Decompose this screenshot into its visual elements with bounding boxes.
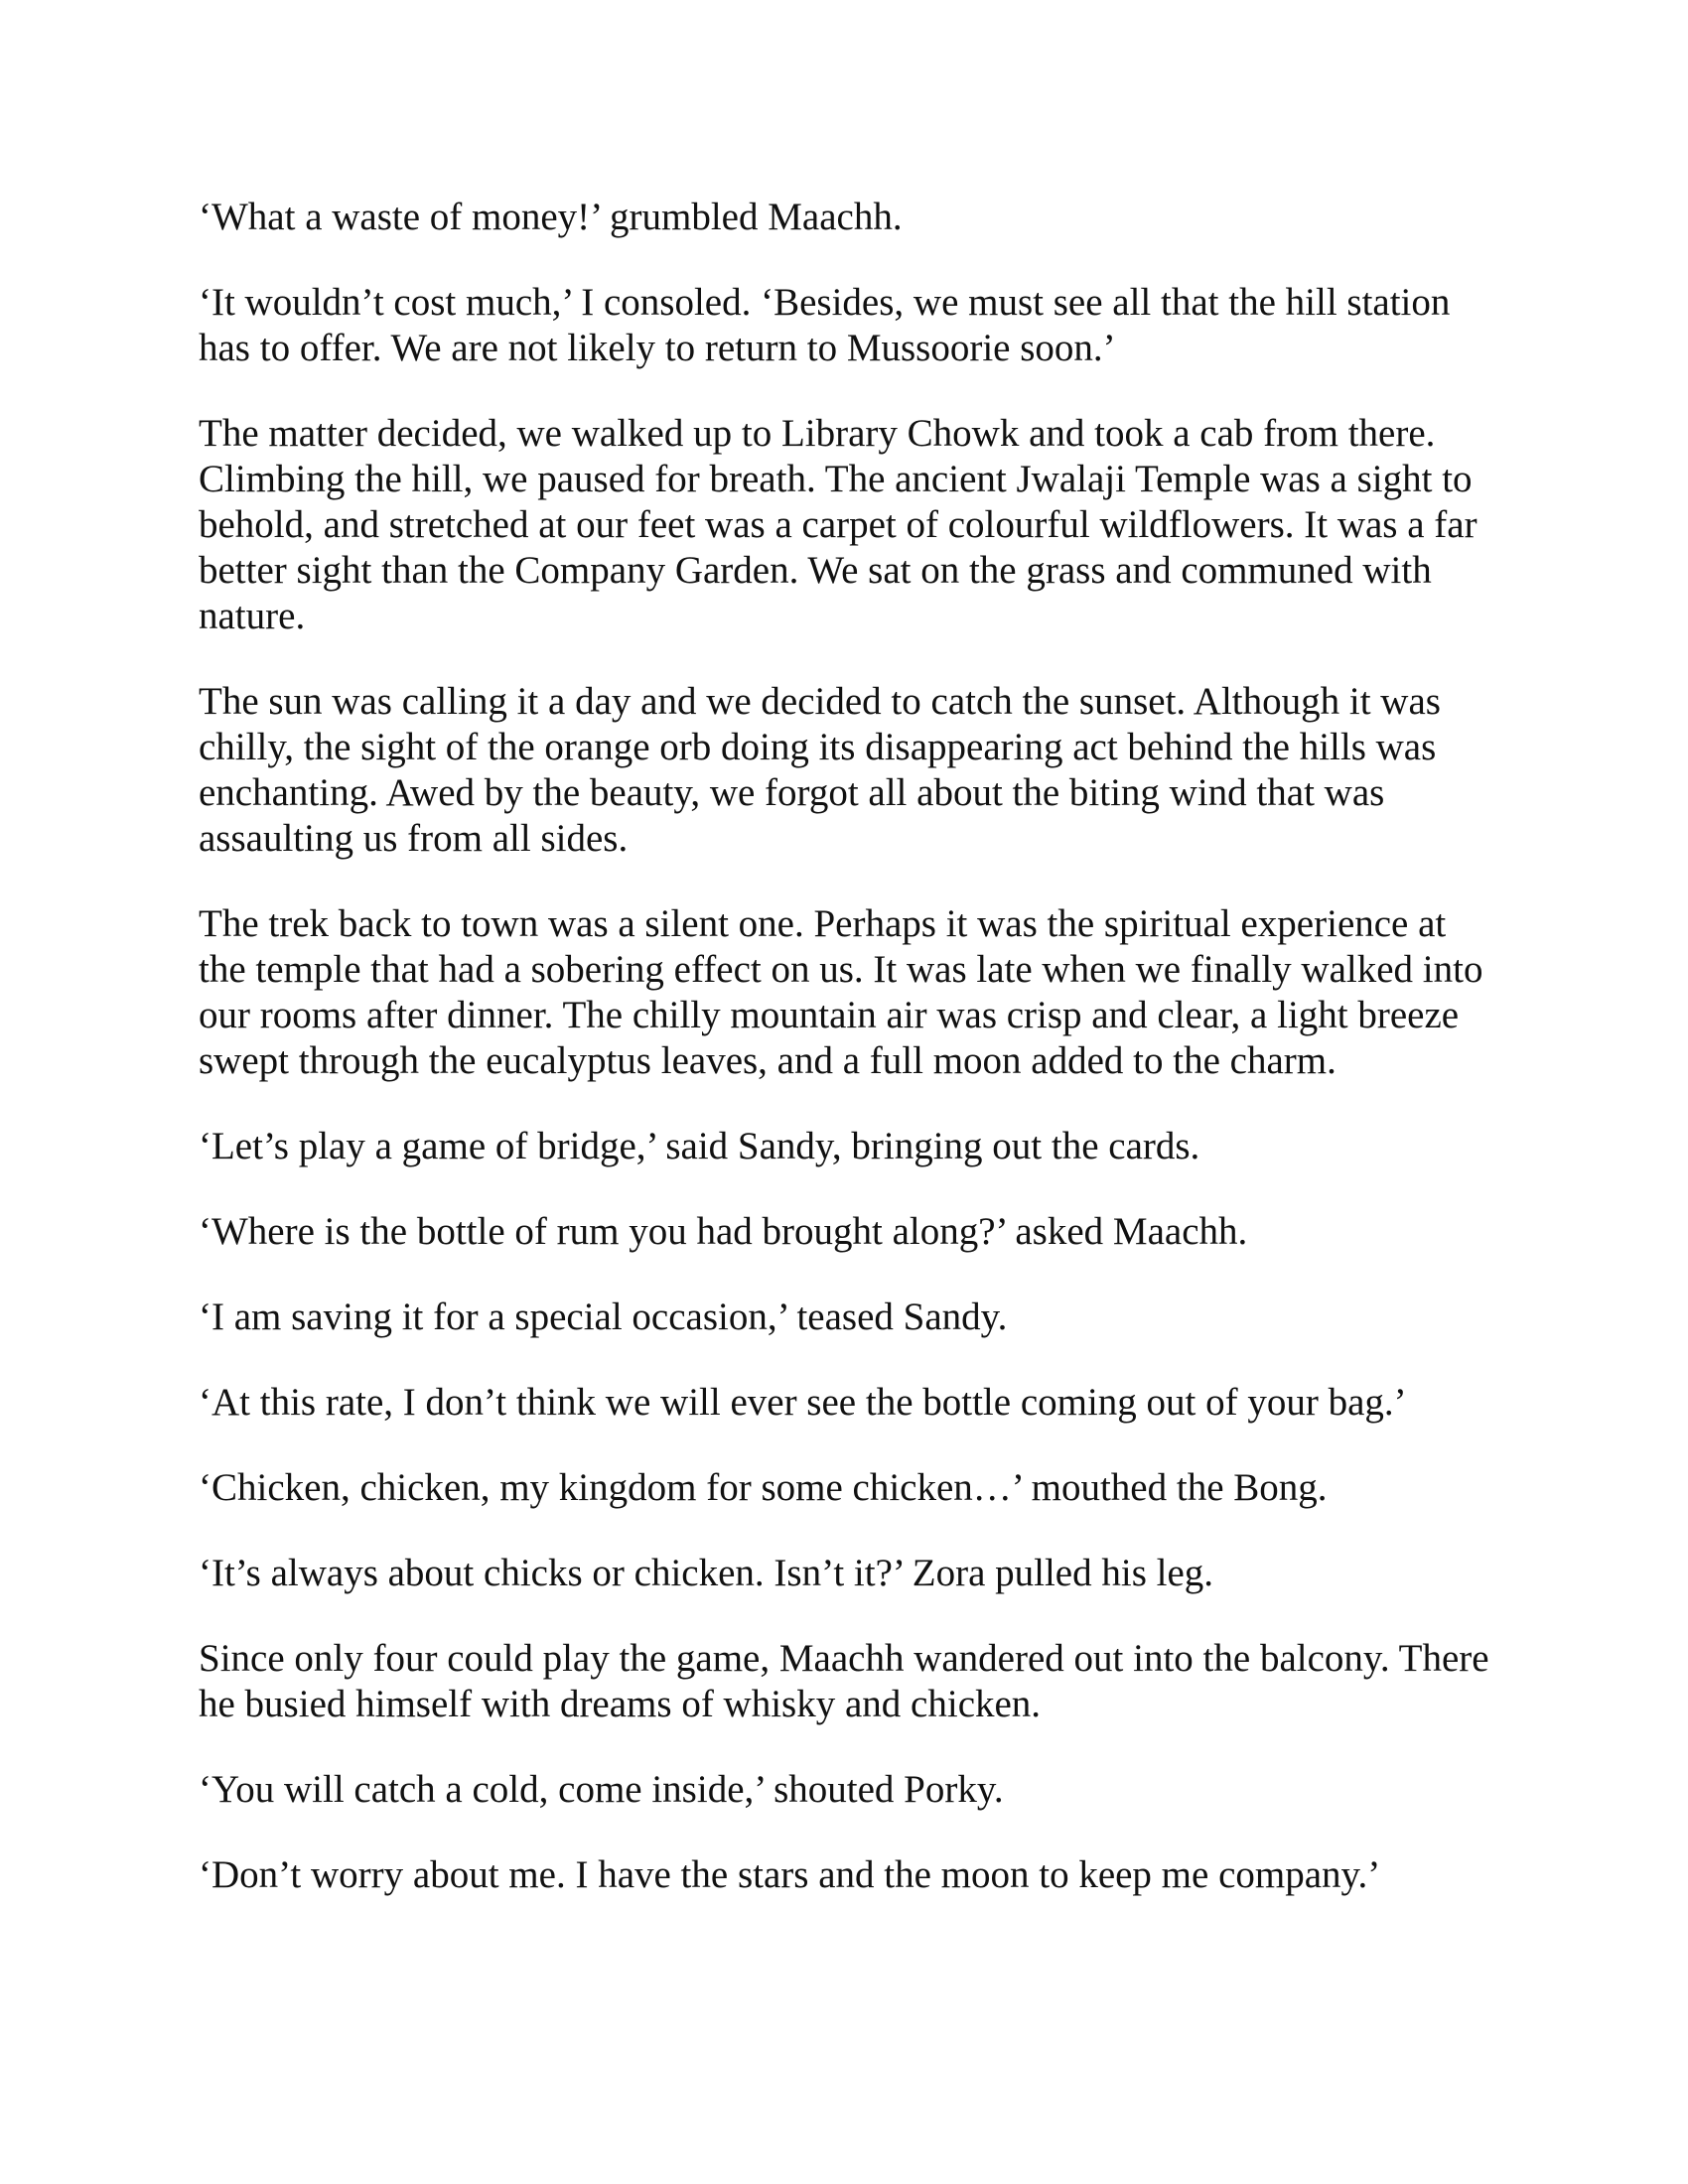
paragraph: The trek back to town was a silent one. Perhaps it was the spiritual experience at the temple that had a sobering effect on us. It was late when we finally walked into our rooms after dinner. The chilly mountain air was crisp and clear, a light breeze swept through the eucalyptus leaves, and a full moon added to the charm. [199, 902, 1483, 1082]
paragraph: ‘Chicken, chicken, my kingdom for some chicken…’ mouthed the Bong. [199, 1466, 1328, 1509]
paragraph: ‘I am saving it for a special occasion,’ teased Sandy. [199, 1296, 1008, 1338]
paragraph: The sun was calling it a day and we decided to catch the sunset. Although it was chilly, the sight of the orange orb doing its disappearing act behind the hills was enchanting. Awed by the beauty, we forgot all about the biting wind that was assaulting us from all sides. [199, 680, 1441, 860]
paragraph: ‘At this rate, I don’t think we will ever see the bottle coming out of your bag.’ [199, 1381, 1407, 1424]
paragraph: ‘Don’t worry about me. I have the stars and the moon to keep me company.’ [199, 1853, 1381, 1896]
paragraph: Since only four could play the game, Maachh wandered out into the balcony. There he busied himself with dreams of whisky and chicken. [199, 1637, 1489, 1725]
paragraph: ‘It’s always about chicks or chicken. Isn’t it?’ Zora pulled his leg. [199, 1552, 1214, 1594]
document-page [199, 195, 1499, 1938]
paragraph: ‘Let’s play a game of bridge,’ said Sandy, bringing out the cards. [199, 1125, 1200, 1167]
paragraph: ‘What a waste of money!’ grumbled Maachh. [199, 196, 903, 238]
paragraph: ‘It wouldn’t cost much,’ I consoled. ‘Besides, we must see all that the hill station has to offer. We are not likely to return to Mussoorie soon.’ [199, 281, 1451, 369]
paragraph: ‘You will catch a cold, come inside,’ shouted Porky. [199, 1768, 1004, 1811]
paragraph: The matter decided, we walked up to Library Chowk and took a cab from there. Climbing the hill, we paused for breath. The ancient Jwalaji Temple was a sight to behold, and stretched at our feet was a carpet of colourful wildflowers. It was a far better sight than the Company Garden. We sat on the grass and communed with nature. [199, 412, 1477, 637]
paragraph: ‘Where is the bottle of rum you had brought along?’ asked Maachh. [199, 1210, 1248, 1253]
